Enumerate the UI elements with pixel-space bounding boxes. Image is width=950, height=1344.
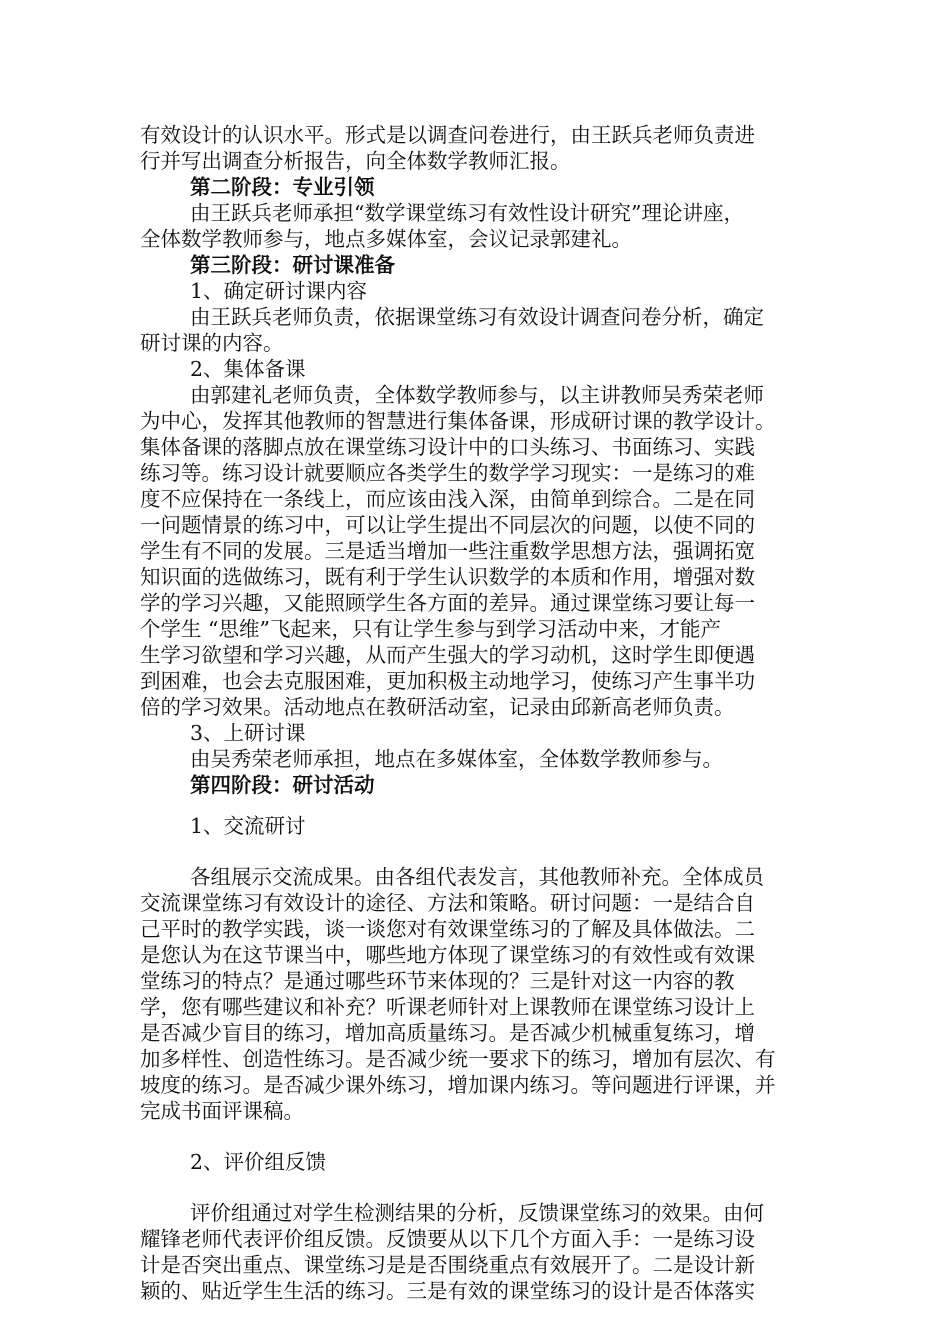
paragraph-line: 知识面的选做练习，既有利于学生认识数学的本质和作用，增强对数 (140, 565, 755, 589)
paragraph-line: 度不应保持在一条线上，而应该由浅入深，由简单到综合。二是在同 (140, 487, 755, 511)
paragraph-line: 一问题情景的练习中，可以让学生提出不同层次的问题，以使不同的 (140, 513, 755, 537)
paragraph-line: 生学习欲望和学习兴趣，从而产生强大的学习动机，这时学生即便遇 (140, 643, 755, 667)
paragraph-line: 颖的、贴近学生生活的练习。三是有效的课堂练习的设计是否体落实 (140, 1279, 755, 1303)
paragraph-line: 由王跃兵老师负责，依据课堂练习有效设计调查问卷分析，确定 (190, 305, 764, 329)
paragraph-line: 学，您有哪些建议和补充？听课老师针对上课教师在课堂练习设计上 (140, 995, 755, 1019)
subheading-feedback: 2、评价组反馈 (190, 1150, 327, 1174)
paragraph-line: 加多样性、创造性练习。是否减少统一要求下的练习，增加有层次、有 (140, 1047, 776, 1071)
paragraph-line: 是您认为在这节课当中，哪些地方体现了课堂练习的有效性或有效课 (140, 943, 755, 967)
paragraph-line: 由吴秀荣老师承担，地点在多媒体室，全体数学教师参与。 (190, 747, 723, 771)
section-heading-stage-3: 第三阶段：研讨课准备 (190, 253, 395, 277)
subheading-3: 3、上研讨课 (190, 721, 306, 745)
paragraph-line: 堂练习的特点？是通过哪些环节来体现的？三是针对这一内容的教 (140, 969, 735, 993)
section-heading-stage-4: 第四阶段：研讨活动 (190, 773, 375, 797)
subheading-1: 1、确定研讨课内容 (190, 279, 368, 303)
paragraph-line: 由郭建礼老师负责，全体数学教师参与，以主讲教师吴秀荣老师 (190, 383, 764, 407)
subheading-exchange: 1、交流研讨 (190, 814, 306, 838)
paragraph-line: 评价组通过对学生检测结果的分析，反馈课堂练习的效果。由何 (190, 1201, 764, 1225)
section-heading-stage-2: 第二阶段：专业引领 (190, 175, 375, 199)
paragraph-line: 完成书面评课稿。 (140, 1099, 304, 1123)
paragraph-line: 己平时的教学实践，谈一谈您对有效课堂练习的了解及具体做法。二 (140, 917, 755, 941)
paragraph-line: 全体数学教师参与，地点多媒体室，会议记录郭建礼。 (140, 227, 632, 251)
paragraph-line: 学的学习兴趣，又能照顾学生各方面的差异。通过课堂练习要让每一 (140, 591, 755, 615)
paragraph-line: 各组展示交流成果。由各组代表发言，其他教师补充。全体成员 (190, 865, 764, 889)
paragraph-line: 坡度的练习。是否减少课外练习，增加课内练习。等问题进行评课，并 (140, 1073, 776, 1097)
paragraph-line: 行并写出调查分析报告，向全体数学教师汇报。 (140, 149, 571, 173)
paragraph-line: 学生有不同的发展。三是适当增加一些注重数学思想方法，强调拓宽 (140, 539, 755, 563)
paragraph-line: 耀锋老师代表评价组反馈。反馈要从以下几个方面入手：一是练习设 (140, 1227, 755, 1251)
paragraph-line: 个学生 “思维”飞起来，只有让学生参与到学习活动中来，才能产 (140, 617, 721, 641)
paragraph-line: 计是否突出重点、课堂练习是是否围绕重点有效展开了。二是设计新 (140, 1253, 755, 1277)
subheading-2: 2、集体备课 (190, 357, 306, 381)
paragraph-line: 倍的学习效果。活动地点在教研活动室，记录由邱新高老师负责。 (140, 695, 735, 719)
paragraph-line: 有效设计的认识水平。形式是以调查问卷进行，由王跃兵老师负责进 (140, 123, 755, 147)
paragraph-line: 由王跃兵老师承担“数学课堂练习有效性设计研究”理论讲座， (190, 201, 744, 225)
paragraph-line: 交流课堂练习有效设计的途径、方法和策略。研讨问题：一是结合自 (140, 891, 755, 915)
paragraph-line: 到困难，也会去克服困难，更加积极主动地学习，使练习产生事半功 (140, 669, 755, 693)
paragraph-line: 是否减少盲目的练习，增加高质量练习。是否减少机械重复练习，增 (140, 1021, 755, 1045)
paragraph-line: 集体备课的落脚点放在课堂练习设计中的口头练习、书面练习、实践 (140, 435, 755, 459)
paragraph-line: 研讨课的内容。 (140, 331, 284, 355)
paragraph-line: 练习等。练习设计就要顺应各类学生的数学学习现实：一是练习的难 (140, 461, 755, 485)
paragraph-line: 为中心，发挥其他教师的智慧进行集体备课，形成研讨课的教学设计。 (140, 409, 776, 433)
